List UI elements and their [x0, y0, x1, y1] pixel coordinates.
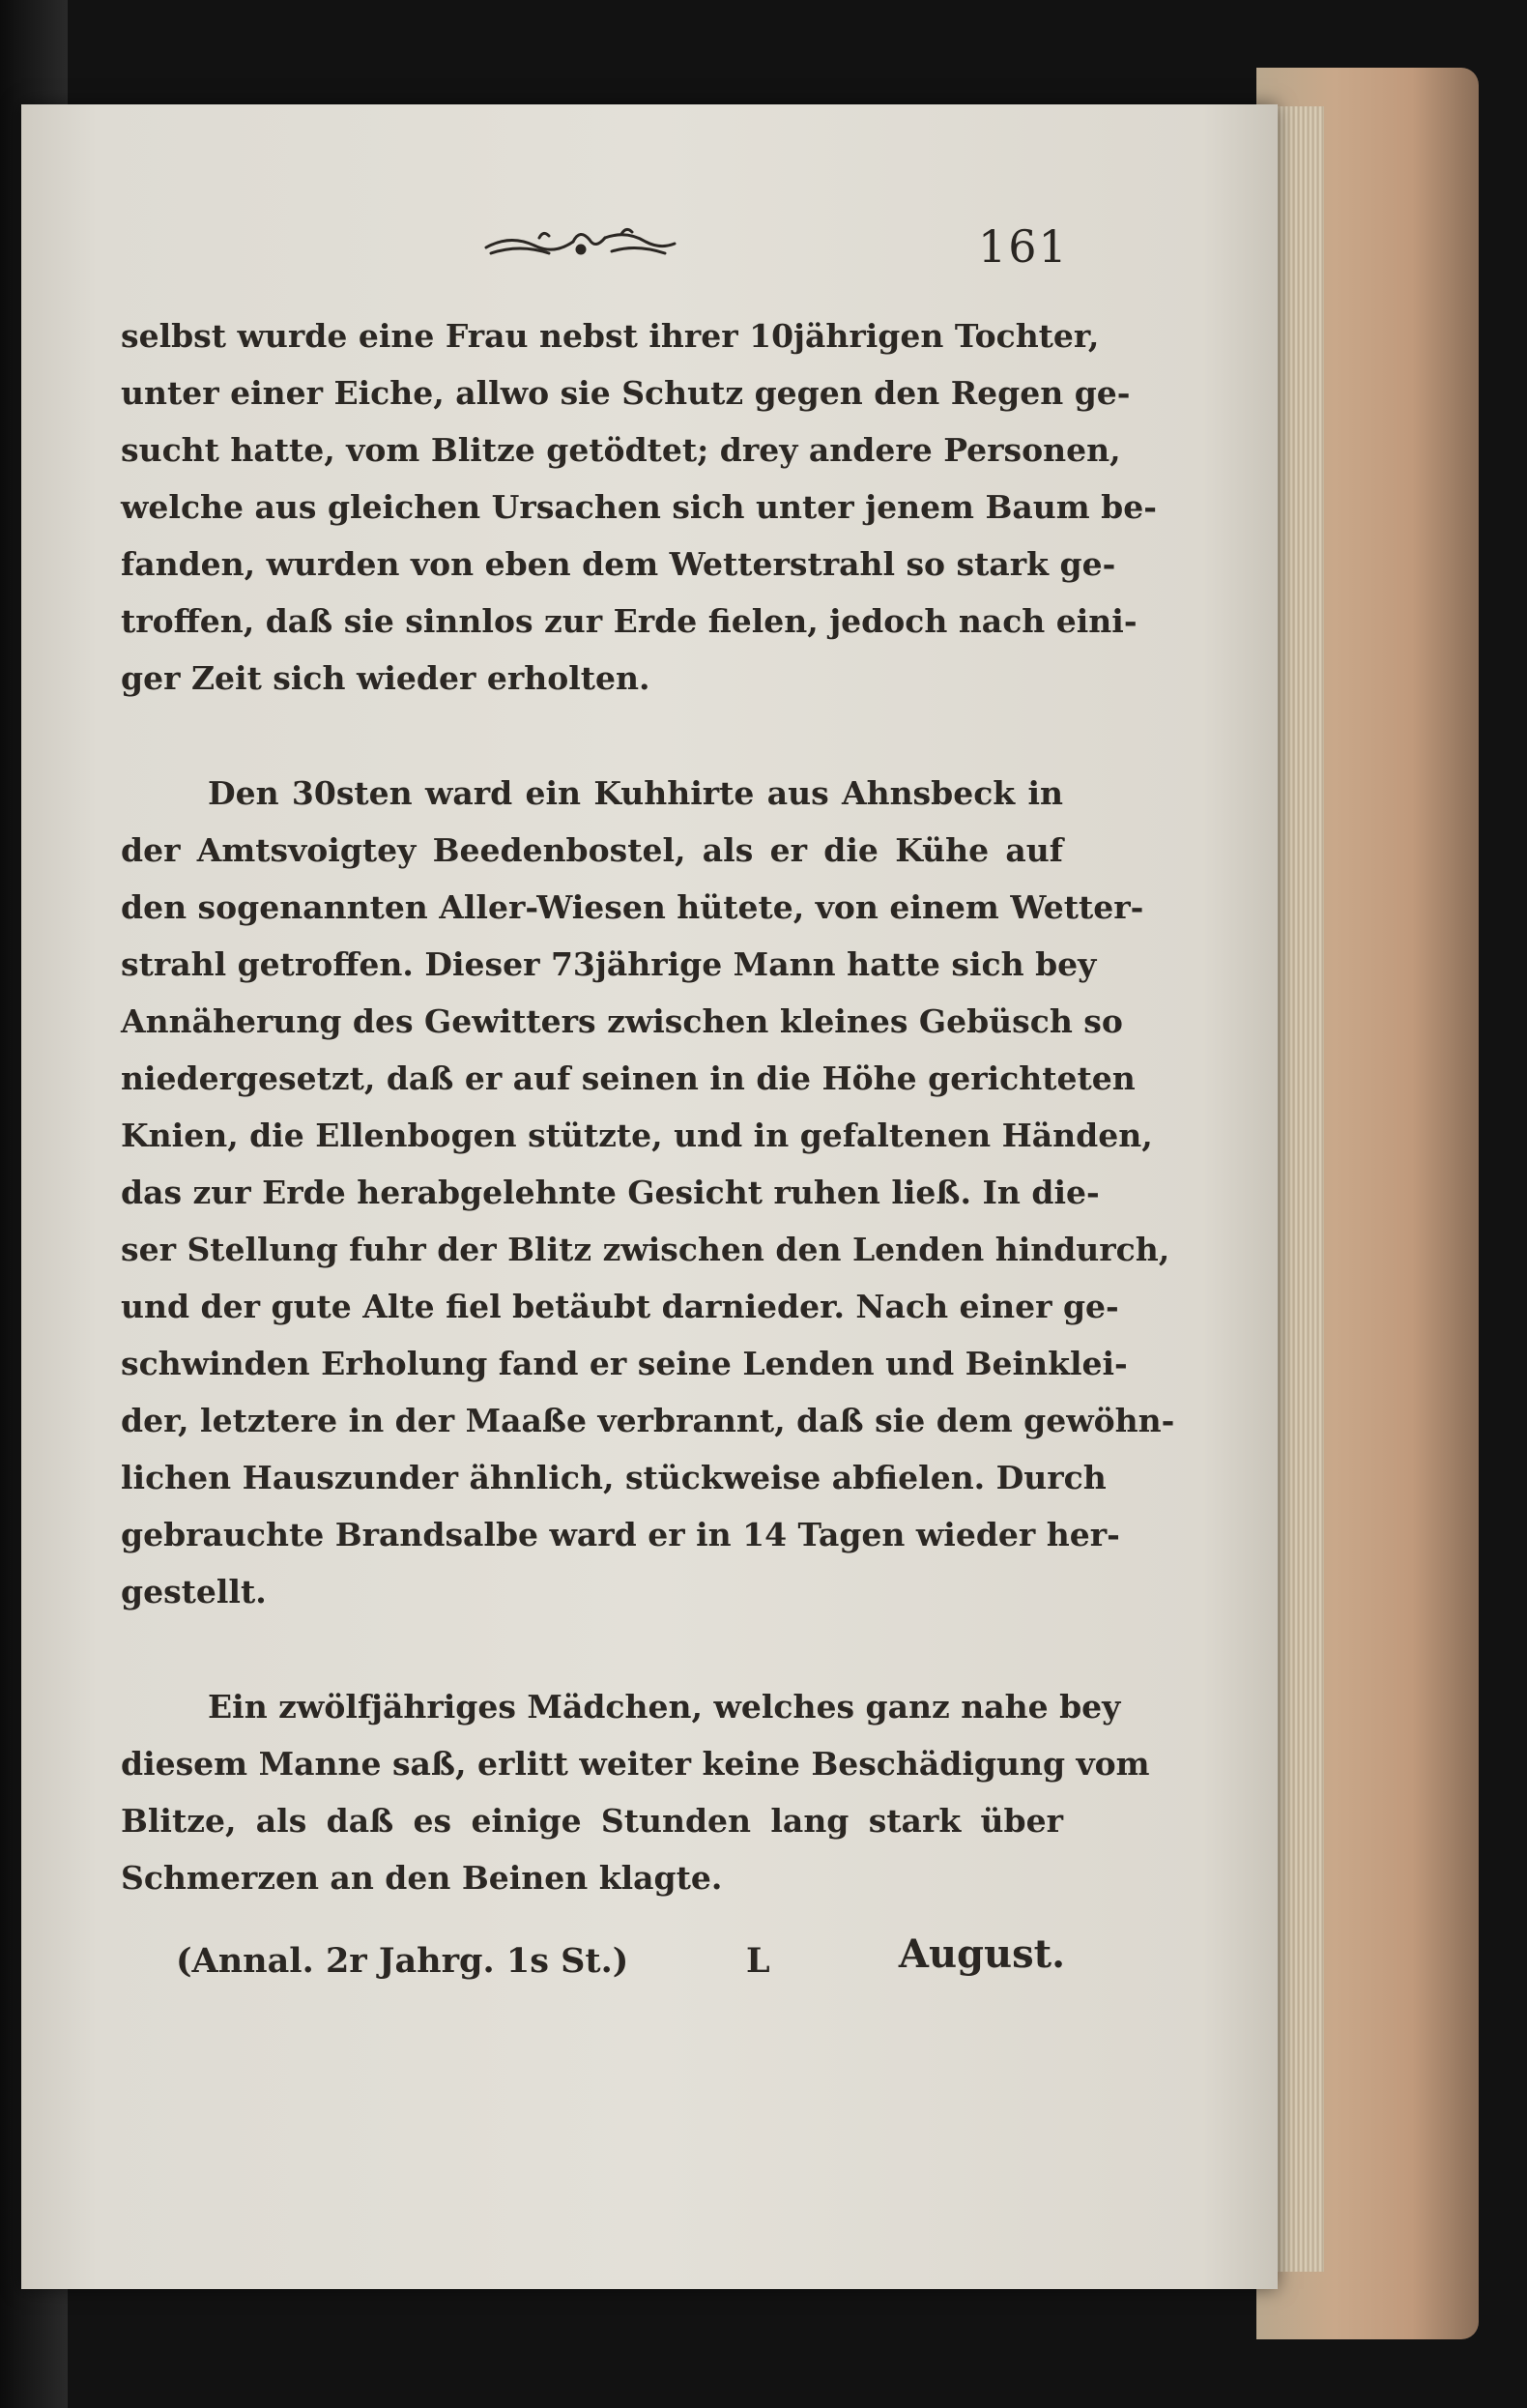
text-line: und der gute Alte fiel betäubt darnieder. Nach einer ge-: [121, 1288, 1119, 1325]
text-line: selbst wurde eine Frau nebst ihrer 10jährigen Tochter,: [121, 317, 1100, 355]
page-number: 161: [978, 220, 1069, 273]
text-line: Blitze, als daß es einige Stunden lang stark über: [121, 1802, 1063, 1840]
floral-vignette-icon: [481, 220, 679, 269]
text-line: gebrauchte Brandsalbe ward er in 14 Tagen wieder her-: [121, 1516, 1120, 1553]
text-line: fanden, wurden von eben dem Wetterstrahl so stark ge-: [121, 545, 1116, 583]
text-line: diesem Manne saß, erlitt weiter keine Beschädigung vom: [121, 1745, 1150, 1783]
catchword: August.: [898, 1931, 1065, 1977]
text-line: Knien, die Ellenbogen stützte, und in gefaltenen Händen,: [121, 1117, 1153, 1154]
text-line: das zur Erde herabgelehnte Gesicht ruhen ließ. In die-: [121, 1174, 1100, 1211]
text-line: niedergesetzt, daß er auf seinen in die Höhe gerichteten: [121, 1059, 1136, 1097]
text-line: strahl getroffen. Dieser 73jährige Mann hatte sich bey: [121, 945, 1097, 983]
text-line: Ein zwölfjähriges Mädchen, welches ganz nahe bey: [208, 1688, 1121, 1726]
text-line: schwinden Erholung fand er seine Lenden und Beinklei-: [121, 1345, 1128, 1382]
paragraph: [121, 1678, 1150, 1906]
paragraph-gap: [121, 1620, 1063, 1678]
text-line: welche aus gleichen Ursachen sich unter jenem Baum be-: [121, 488, 1157, 526]
text-line: Schmerzen an den Beinen klagte.: [121, 1859, 723, 1897]
paragraph-gap: [121, 707, 1063, 765]
text-line: gestellt.: [121, 1573, 267, 1610]
text-line: der Amtsvoigtey Beedenbostel, als er die Kühe auf: [121, 831, 1063, 869]
text-line: troffen, daß sie sinnlos zur Erde fielen, jedoch nach eini-: [121, 602, 1138, 640]
signature-mark: L: [746, 1941, 770, 1981]
source-citation: (Annal. 2r Jahrg. 1s St.): [176, 1941, 629, 1981]
text-line: sucht hatte, vom Blitze getödtet; drey andere Personen,: [121, 431, 1121, 469]
text-line: lichen Hauszunder ähnlich, stückweise abfielen. Durch: [121, 1459, 1107, 1496]
text-line: Den 30sten ward ein Kuhhirte aus Ahnsbeck in: [208, 774, 1063, 812]
text-line: unter einer Eiche, allwo sie Schutz gegen den Regen ge-: [121, 374, 1131, 412]
paragraph: [121, 307, 1157, 707]
body-text: [121, 307, 1175, 1906]
text-line: den sogenannten Aller-Wiesen hütete, von einem Wetter-: [121, 888, 1144, 926]
page-footer: [176, 1931, 1065, 1989]
text-line: ser Stellung fuhr der Blitz zwischen den Lenden hindurch,: [121, 1231, 1170, 1268]
text-line: der, letztere in der Maaße verbrannt, daß sie dem gewöhn-: [121, 1402, 1175, 1439]
text-line: Annäherung des Gewitters zwischen kleines Gebüsch so: [121, 1002, 1123, 1040]
text-line: ger Zeit sich wieder erholten.: [121, 659, 650, 697]
paragraph: [121, 765, 1175, 1620]
